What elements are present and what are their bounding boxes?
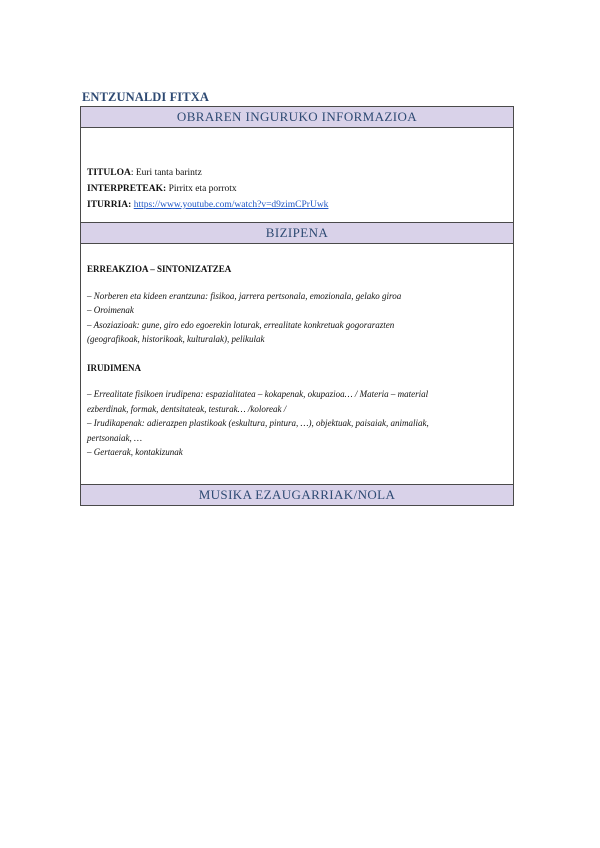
bizipena-section-body <box>81 244 513 484</box>
titulo-line <box>87 168 507 178</box>
titulo-value: : Euri tanta barintz <box>130 168 202 178</box>
irudimena-item: – Irudikapenak: adierazpen plastikoak (eskultura, pintura, …), objektuak, paisaiak, animaliak, <box>87 418 429 428</box>
section-header-musika: MUSIKA EZAUGARRIAK/NOLA <box>81 484 513 505</box>
section-header-info: OBRAREN INGURUKO INFORMAZIOA <box>81 107 513 128</box>
irudimena-item: – Errealitate fisikoen irudipena: espazialitatea – kokapenak, okupazioa… / Materia – material <box>87 389 429 399</box>
erreakzioa-item: – Asoziazioak: gune, giro edo egoerekin loturak, errealitate konkretuak gogorarazten <box>87 319 395 330</box>
listening-form-table <box>80 106 514 506</box>
irudimena-list <box>87 387 507 460</box>
page-title: ENTZUNALDI FITXA <box>82 90 209 104</box>
iturria-label: ITURRIA: <box>87 200 132 210</box>
section-header-bizipena: BIZIPENA <box>81 222 513 244</box>
irudimena-heading: IRUDIMENA <box>87 362 141 373</box>
iturria-line <box>87 200 507 210</box>
erreakzioa-item: (geografikoak, historikoak, kulturalak), pelikulak <box>87 334 265 344</box>
interpretea-value: Pirritx eta porrotx <box>166 184 237 194</box>
erreakzioa-list <box>87 289 507 347</box>
iturria-link[interactable]: https://www.youtube.com/watch?v=d9zimCPrUwk <box>133 200 329 210</box>
erreakzioa-item: – Norberen eta kideen erantzuna: fisikoa, jarrera pertsonala, emozionala, gelako giroa <box>87 290 402 301</box>
irudimena-item: pertsonaiak, … <box>87 432 142 443</box>
irudimena-item: ezberdinak, formak, dentsitateak, testurak… /koloreak / <box>87 403 287 414</box>
erreakzioa-heading: ERREAKZIOA – SINTONIZATZEA <box>87 264 232 274</box>
info-section-body <box>81 128 513 222</box>
erreakzioa-item: – Oroimenak <box>87 305 134 315</box>
titulo-label: TITULOA <box>87 168 131 178</box>
interpretea-label: INTERPRETEAK: <box>87 184 167 194</box>
irudimena-item: – Gertaerak, kontakizunak <box>87 447 183 457</box>
interpretea-line <box>87 184 507 194</box>
